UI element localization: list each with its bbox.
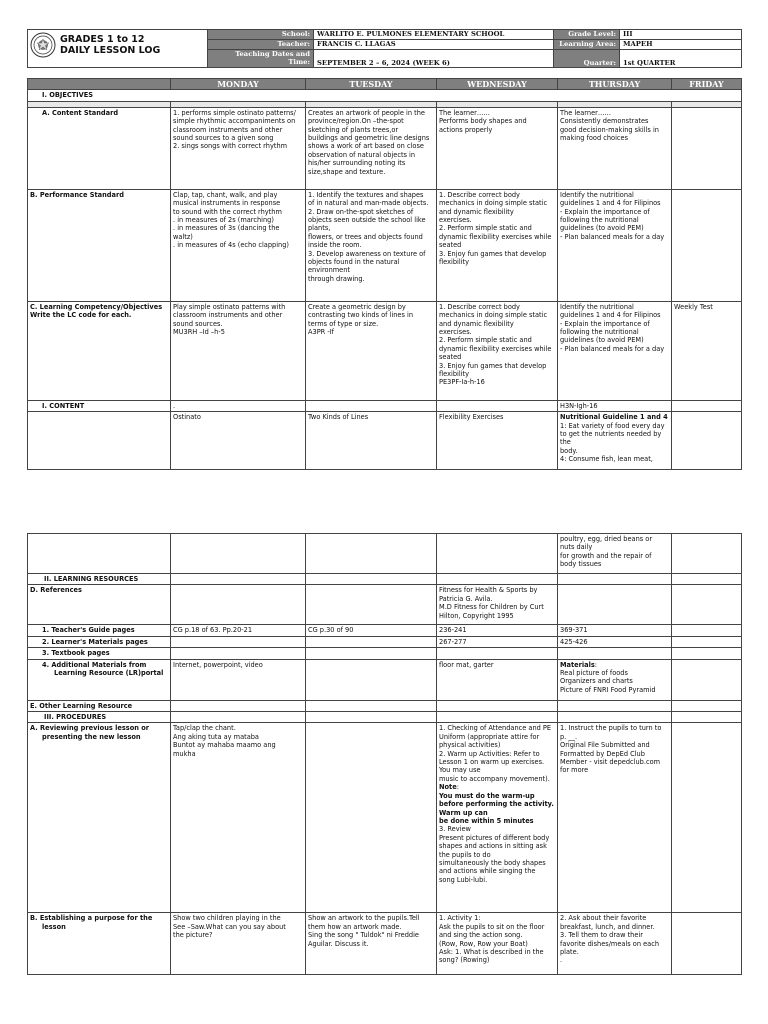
performance-standard-wed-line: 1. Describe correct body bbox=[439, 190, 520, 199]
reviewing-wed-steps-line: 2. Warm up Activities: Refer to bbox=[439, 749, 540, 758]
competency-wed bbox=[437, 301, 558, 400]
header-table bbox=[27, 29, 742, 68]
reviewing-wed-steps bbox=[439, 724, 555, 783]
reviewing-wed-bold-line: before performing the activity. bbox=[439, 800, 554, 809]
materials-list-line: Real picture of foods bbox=[560, 669, 628, 678]
school-value: WARLITO E. PULMONES ELEMENTARY SCHOOL bbox=[314, 30, 554, 40]
continued-thu-line: for growth and the repair of bbox=[560, 551, 652, 560]
content-standard-tue-line: his/her surrounding noting its bbox=[308, 159, 406, 168]
teachers-guide-mon: CG p.18 of 63. Pp.20-21 bbox=[171, 625, 306, 636]
content-standard-thu-line: good decision-making skills in bbox=[560, 125, 659, 134]
reviewing-wed-rest bbox=[439, 825, 555, 875]
performance-standard-thu-line: - Plan balanced meals for a day bbox=[560, 232, 665, 241]
purpose-tue-line: them how an artwork made. bbox=[308, 922, 402, 931]
purpose-wed-line: (Row, Row, Row your Boat) bbox=[439, 939, 528, 948]
purpose-wed-line: song? (Rowing) bbox=[439, 956, 490, 965]
materials-list-line: Organizers and charts bbox=[560, 677, 633, 686]
textbook-pages-label: 3. Textbook pages bbox=[28, 648, 171, 659]
reviewing-wed-bold-line: You must do the warm-up bbox=[439, 791, 535, 800]
content-standard-tue-line: province/region.On –the-spot bbox=[308, 117, 404, 126]
performance-standard-mon-line: . in measures of 2s (marching) bbox=[173, 216, 274, 225]
reviewing-wed-bold-line: Warm up can bbox=[439, 808, 488, 817]
quarter-value: 1st QUARTER bbox=[620, 50, 742, 68]
competency-thu-line: guidelines 1 and 4 for Filipinos bbox=[560, 311, 661, 320]
purpose-label-1: B. Establishing a purpose for the bbox=[30, 914, 153, 923]
day-header-thursday: THURSDAY bbox=[558, 79, 672, 90]
performance-standard-mon-line: . in measures of 4s (echo clapping) bbox=[173, 241, 289, 250]
content-standard-fri bbox=[672, 107, 742, 189]
performance-standard-tue-line: 2. Draw on-the-spot sketches of bbox=[308, 207, 414, 216]
purpose-wed-line: Ask: 1. What is described in the bbox=[439, 948, 544, 957]
content-thu-title: Nutritional Guideline 1 and 4 bbox=[560, 413, 668, 422]
purpose-thu-line: plate. bbox=[560, 948, 579, 957]
competency-mon-line: sound sources. bbox=[173, 319, 223, 328]
deped-seal-icon bbox=[30, 32, 56, 58]
performance-standard-mon-line: to sound with the correct rhythm bbox=[173, 207, 282, 216]
teachers-guide-tue: CG p.30 of 90 bbox=[306, 625, 437, 636]
purpose-mon bbox=[171, 913, 306, 975]
additional-materials-thu: Materials: Real picture of foods Organizers and charts Picture of FNRI Food Pyramid bbox=[558, 659, 672, 700]
reviewing-wed: 1. Checking of Attendance and PE Uniform (appropriate attire for physical activities) 2. Warm up Activities: Refer to Lesson 1 on warm up exercises. You may use music to accompany movement). Note: You must do the warm-up before performing the activity. Warm up can be done within 5 minutes 3. Review Present pictures of different body shapes and actions in sitting ask the pupils to do simultaneously the body shapes and actions while singing the song Lubi-lubi. bbox=[437, 723, 558, 913]
grade-value: III bbox=[620, 30, 742, 40]
day-header-monday: MONDAY bbox=[171, 79, 306, 90]
purpose-tue bbox=[306, 913, 437, 975]
content-standard-wed-line: actions properly bbox=[439, 125, 493, 134]
reviewing-wed-steps-line: Lesson 1 on warm up exercises. bbox=[439, 758, 545, 767]
references-wed-line: Patricia G. Avila. bbox=[439, 594, 493, 603]
area-label: Learning Area: bbox=[554, 40, 620, 50]
competency-mon-line: MU3RH –Id –h-5 bbox=[173, 328, 225, 337]
performance-standard-mon-line: Clap, tap, chant, walk, and play bbox=[173, 190, 278, 199]
reviewing-wed-steps-line: music to accompany movement). bbox=[439, 774, 550, 783]
reviewing-thu-line: Formatted by DepEd Club bbox=[560, 749, 645, 758]
competency-wed-line: and dynamic flexibility bbox=[439, 319, 514, 328]
content-wed: Flexibility Exercises bbox=[437, 412, 558, 470]
content-standard-tue-line: size,shape and texture. bbox=[308, 167, 386, 176]
reviewing-wed-steps-line: Uniform (appropriate attire for bbox=[439, 732, 540, 741]
performance-standard-tue-line: environment bbox=[308, 266, 350, 275]
additional-materials-label bbox=[28, 659, 171, 700]
references-label: D. References bbox=[28, 585, 171, 625]
reviewing-wed-rest-line: 3. Review bbox=[439, 825, 471, 834]
dates-value: SEPTEMBER 2 – 6, 2024 (WEEK 6) bbox=[314, 50, 554, 68]
competency-tue-line: Create a geometric design by bbox=[308, 302, 406, 311]
reviewing-thu-line: Original File Submitted and bbox=[560, 741, 650, 750]
school-label: School: bbox=[208, 30, 314, 40]
other-resource-label: E. Other Learning Resource bbox=[28, 700, 171, 711]
competency-fri bbox=[672, 301, 742, 400]
reviewing-thu bbox=[558, 723, 672, 913]
content-standard-wed bbox=[437, 107, 558, 189]
competency-wed-line: 1. Describe correct body bbox=[439, 302, 520, 311]
competency-mon bbox=[171, 301, 306, 400]
content-standard-thu-line: Consistently demonstrates bbox=[560, 117, 649, 126]
reviewing-label-1: A. Reviewing previous lesson or bbox=[30, 724, 149, 733]
competency-mon-line: classroom instruments and other bbox=[173, 311, 283, 320]
content-thu-lines bbox=[560, 422, 669, 464]
competency-thu-line: following the nutritional bbox=[560, 328, 639, 337]
content-standard-mon-line: classroom instruments and other bbox=[173, 125, 283, 134]
purpose-tue-line: Sing the song " Tuldok" ni Freddie bbox=[308, 931, 419, 940]
purpose-thu-line: favorite dishes/meals on each bbox=[560, 939, 660, 948]
reviewing-mon-line: Buntot ay mahaba maamo ang bbox=[173, 741, 276, 750]
competency-wed-line: flexibility bbox=[439, 370, 469, 379]
competency-fri-line: Weekly Test bbox=[674, 302, 713, 311]
materials-list bbox=[560, 669, 669, 694]
competency-thu-line: - Plan balanced meals for a day bbox=[560, 344, 665, 353]
reviewing-mon-line: mukha bbox=[173, 749, 196, 758]
purpose-wed bbox=[437, 913, 558, 975]
teachers-guide-thu: 369-371 bbox=[558, 625, 672, 636]
performance-standard-tue bbox=[306, 189, 437, 301]
additional-materials-mon: Internet, powerpoint, video bbox=[171, 659, 306, 700]
performance-standard-thu-line: following the nutritional bbox=[560, 216, 639, 225]
content-standard-tue-line: buildings and geometric line designs bbox=[308, 134, 430, 143]
competency-thu-line: guidelines (to avoid PEM) bbox=[560, 336, 644, 345]
performance-standard-label: B. Performance Standard bbox=[28, 189, 171, 301]
competency-tue bbox=[306, 301, 437, 400]
continued-thu-line: body tissues bbox=[560, 560, 602, 569]
performance-standard-wed-line: 2. Perform simple static and bbox=[439, 224, 532, 233]
reviewing-wed-steps-line: 1. Checking of Attendance and PE bbox=[439, 724, 552, 733]
day-header-friday: FRIDAY bbox=[672, 79, 742, 90]
content-standard-wed-line: Performs body shapes and bbox=[439, 117, 527, 126]
day-header-tuesday: TUESDAY bbox=[306, 79, 437, 90]
performance-standard-thu-line: guidelines (to avoid PEM) bbox=[560, 224, 644, 233]
references-wed-line: M.D Fitness for Children by Curt bbox=[439, 603, 544, 612]
performance-standard-tue-line: 1. Identify the textures and shapes bbox=[308, 190, 424, 199]
purpose-thu-line: 2. Ask about their favorite bbox=[560, 914, 647, 923]
teacher-label: Teacher: bbox=[208, 40, 314, 50]
reviewing-thu-line: 1. Instruct the pupils to turn to bbox=[560, 724, 662, 733]
competency-tue-line: terms of type or size. bbox=[308, 319, 379, 328]
learners-materials-label: 2. Learner's Materials pages bbox=[28, 636, 171, 647]
materials-title: Materials bbox=[560, 660, 595, 669]
performance-standard-tue-line: flowers, or trees and objects found bbox=[308, 232, 423, 241]
purpose-mon-line: Show two children playing in the bbox=[173, 914, 281, 923]
title-dll: DAILY LESSON LOG bbox=[60, 45, 161, 56]
performance-standard-tue-line: of in natural and man-made objects. bbox=[308, 199, 429, 208]
performance-standard-tue-line: plants, bbox=[308, 224, 331, 233]
performance-standard-fri bbox=[672, 189, 742, 301]
performance-standard-wed-line: and dynamic flexibility bbox=[439, 207, 514, 216]
reviewing-wed-steps-line: You may use bbox=[439, 766, 481, 775]
competency-wed-line: seated bbox=[439, 353, 462, 362]
content-standard-mon bbox=[171, 107, 306, 189]
performance-standard-mon-line: musical instruments in response bbox=[173, 199, 281, 208]
performance-standard-wed-line: dynamic flexibility exercises while bbox=[439, 232, 552, 241]
performance-standard-mon-line: waltz) bbox=[173, 232, 193, 241]
purpose-wed-line: and sing the action song. bbox=[439, 931, 523, 940]
performance-standard-mon-line: . in measures of 3s (dancing the bbox=[173, 224, 280, 233]
content-standard-mon-line: simple rhythmic accompaniments on bbox=[173, 117, 296, 126]
performance-standard-wed-line: mechanics in doing simple static bbox=[439, 199, 548, 208]
reviewing-label bbox=[28, 723, 171, 913]
competency-wed-line: exercises. bbox=[439, 328, 472, 337]
competency-thu bbox=[558, 301, 672, 400]
dates-label bbox=[208, 50, 314, 68]
references-wed-line: Hilton, Copyright 1995 bbox=[439, 611, 514, 620]
content-standard-tue bbox=[306, 107, 437, 189]
reviewing-mon-line: Tap/clap the chant. bbox=[173, 724, 236, 733]
additional-materials-label-2: Learning Resource (LR)portal bbox=[54, 669, 164, 678]
competency-mon-line: Play simple ostinato patterns with bbox=[173, 302, 286, 311]
content-thu-lines-line: to get the nutrients needed by bbox=[560, 430, 662, 439]
dates-label-2: Time: bbox=[288, 58, 310, 66]
competency-thu-line: - Explain the importance of bbox=[560, 319, 650, 328]
content-thu-lines-line: body. bbox=[560, 446, 578, 455]
purpose-label-2: lesson bbox=[42, 922, 66, 931]
competency-thu-line: Identify the nutritional bbox=[560, 302, 634, 311]
competency-wed-line: 3. Enjoy fun games that develop bbox=[439, 361, 547, 370]
performance-standard-tue-line: through drawing. bbox=[308, 274, 365, 283]
performance-standard-tue-line: 3. Develop awareness on texture of bbox=[308, 249, 426, 258]
teachers-guide-label: 1. Teacher's Guide pages bbox=[28, 625, 171, 636]
grade-label: Grade Level: bbox=[554, 30, 620, 40]
competency-tue-line: A3PR -If bbox=[308, 328, 335, 337]
content-standard-thu-line: The learner…… bbox=[560, 108, 612, 117]
performance-standard-thu-line: guidelines 1 and 4 for Filipinos bbox=[560, 199, 661, 208]
purpose-wed-line: 1. Activity 1: bbox=[439, 914, 481, 923]
reviewing-mon bbox=[171, 723, 306, 913]
area-value: MAPEH bbox=[620, 40, 742, 50]
reviewing-wed-bold bbox=[439, 792, 555, 826]
learners-materials-thu: 425-426 bbox=[558, 636, 672, 647]
teacher-value: FRANCIS C. LLAGAS bbox=[314, 40, 554, 50]
competency-label bbox=[28, 301, 171, 400]
competency-label-2: Write the LC code for each. bbox=[30, 311, 132, 320]
reviewing-wed-rest-line: and actions while singing the bbox=[439, 867, 536, 876]
dates-label-1: Teaching Dates and bbox=[235, 50, 310, 58]
competency-wed-line: dynamic flexibility exercises while bbox=[439, 344, 552, 353]
references-wed-line: Fitness for Health & Sports by bbox=[439, 586, 538, 595]
content-standard-mon-line: 2. sings songs with correct rhythm bbox=[173, 142, 288, 151]
objectives-heading: I. OBJECTIVES bbox=[28, 90, 742, 101]
content-standard-mon-line: sound sources to a given song bbox=[173, 134, 274, 143]
reviewing-wed-steps-line: physical activities) bbox=[439, 741, 501, 750]
materials-list-line: Picture of FNRI Food Pyramid bbox=[560, 685, 656, 694]
content-standard-thu-line: making food choices bbox=[560, 134, 629, 143]
purpose-thu-line: 3. Tell them to draw their bbox=[560, 931, 643, 940]
continued-thu bbox=[558, 534, 672, 574]
reviewing-thu-line: p. __. bbox=[560, 732, 578, 741]
performance-standard-wed-line: exercises. bbox=[439, 216, 472, 225]
purpose-label bbox=[28, 913, 171, 975]
content-heading: I. CONTENT bbox=[28, 400, 171, 411]
quarter-label: Quarter: bbox=[554, 50, 620, 68]
reviewing-thu-line: Member - visit depedclub.com bbox=[560, 758, 661, 767]
continued-thu-line: poultry, egg, dried beans or bbox=[560, 535, 653, 543]
content-thu-lines-line: 4: Consume fish, lean meat, bbox=[560, 455, 653, 464]
purpose-wed-line: Ask the pupils to sit on the floor bbox=[439, 922, 545, 931]
performance-standard-thu bbox=[558, 189, 672, 301]
competency-label-1: C. Learning Competency/Objectives bbox=[30, 302, 163, 311]
reviewing-wed-note: Note bbox=[439, 783, 457, 792]
additional-materials-label-1: 4. Additional Materials from bbox=[42, 660, 147, 669]
purpose-mon-line: See –Saw.What can you say about bbox=[173, 922, 286, 931]
reviewing-wed-rest-line: the pupils to do bbox=[439, 850, 491, 859]
content-standard-wed-line: The learner…… bbox=[439, 108, 491, 117]
content-standard-mon-line: 1. performs simple ostinato patterns/ bbox=[173, 108, 296, 117]
reviewing-wed-rest-line: Present pictures of different body bbox=[439, 833, 550, 842]
performance-standard-wed bbox=[437, 189, 558, 301]
reviewing-wed-rest-line: shapes and actions in sitting ask bbox=[439, 842, 547, 851]
reviewing-wed-bold-line: be done within 5 minutes bbox=[439, 816, 534, 825]
day-header-blank bbox=[28, 79, 171, 90]
purpose-tue-line: Show an artwork to the pupils.Tell bbox=[308, 914, 420, 923]
performance-standard-tue-line: objects seen outside the school like bbox=[308, 216, 426, 225]
reviewing-label-2: presenting the new lesson bbox=[42, 732, 141, 741]
content-standard-tue-line: shows a work of art based on close bbox=[308, 142, 424, 151]
procedures-heading: III. PROCEDURES bbox=[28, 712, 171, 723]
purpose-tue-line: Aguilar. Discuss it. bbox=[308, 939, 369, 948]
lesson-table-page1 bbox=[27, 78, 742, 470]
content-tue: Two Kinds of Lines bbox=[306, 412, 437, 470]
purpose-mon-line: the picture? bbox=[173, 931, 213, 940]
competency-wed-line: mechanics in doing simple static bbox=[439, 311, 548, 320]
performance-standard-wed-line: 3. Enjoy fun games that develop bbox=[439, 249, 547, 258]
reviewing-wed-rest-line: simultaneously the body shapes bbox=[439, 858, 546, 867]
references-wed bbox=[437, 585, 558, 625]
reviewing-thu-line: for more bbox=[560, 766, 589, 775]
performance-standard-wed-line: seated bbox=[439, 241, 462, 250]
reviewing-wed-song: song Lubi-lubi. bbox=[439, 875, 488, 884]
content-thu-lines-line: the bbox=[560, 438, 571, 447]
continued-thu-line: nuts daily bbox=[560, 543, 593, 552]
content-thu-top: H3N-Igh-16 bbox=[558, 400, 672, 411]
teachers-guide-wed: 236-241 bbox=[437, 625, 558, 636]
performance-standard-tue-line: objects found in the natural bbox=[308, 258, 400, 267]
content-standard-tue-line: sketching of plants trees,or bbox=[308, 125, 399, 134]
performance-standard-mon bbox=[171, 189, 306, 301]
title-grades: GRADES 1 to 12 bbox=[60, 34, 145, 45]
content-standard-thu bbox=[558, 107, 672, 189]
content-thu-lines-line: 1: Eat variety of food every day bbox=[560, 421, 665, 430]
competency-wed-line: PE3PF-Ia-h-16 bbox=[439, 378, 485, 387]
additional-materials-wed: floor mat, garter bbox=[437, 659, 558, 700]
lesson-table-page2 bbox=[27, 533, 742, 975]
content-standard-tue-line: observation of natural objects in bbox=[308, 150, 416, 159]
purpose-thu-line: breakfast, lunch, and dinner. bbox=[560, 922, 655, 931]
content-thu bbox=[558, 412, 672, 470]
day-header-wednesday: WEDNESDAY bbox=[437, 79, 558, 90]
content-standard-tue-line: Creates an artwork of people in the bbox=[308, 108, 425, 117]
performance-standard-wed-line: flexibility bbox=[439, 258, 469, 267]
performance-standard-tue-line: inside the room. bbox=[308, 241, 362, 250]
purpose-thu bbox=[558, 913, 672, 975]
learning-resources-heading: II. LEARNING RESOURCES bbox=[28, 574, 171, 585]
performance-standard-thu-line: - Explain the importance of bbox=[560, 207, 650, 216]
learners-materials-wed: 267-277 bbox=[437, 636, 558, 647]
content-mon: Ostinato bbox=[171, 412, 306, 470]
performance-standard-thu-line: Identify the nutritional bbox=[560, 190, 634, 199]
title-block bbox=[28, 30, 208, 68]
competency-wed-line: 2. Perform simple static and bbox=[439, 336, 532, 345]
competency-tue-line: contrasting two kinds of lines in bbox=[308, 311, 414, 320]
purpose-thu-line: . bbox=[560, 956, 563, 965]
content-mon-top: . bbox=[171, 400, 306, 411]
content-standard-label: A. Content Standard bbox=[28, 107, 171, 189]
reviewing-mon-line: Ang aking tuta ay mataba bbox=[173, 732, 259, 741]
